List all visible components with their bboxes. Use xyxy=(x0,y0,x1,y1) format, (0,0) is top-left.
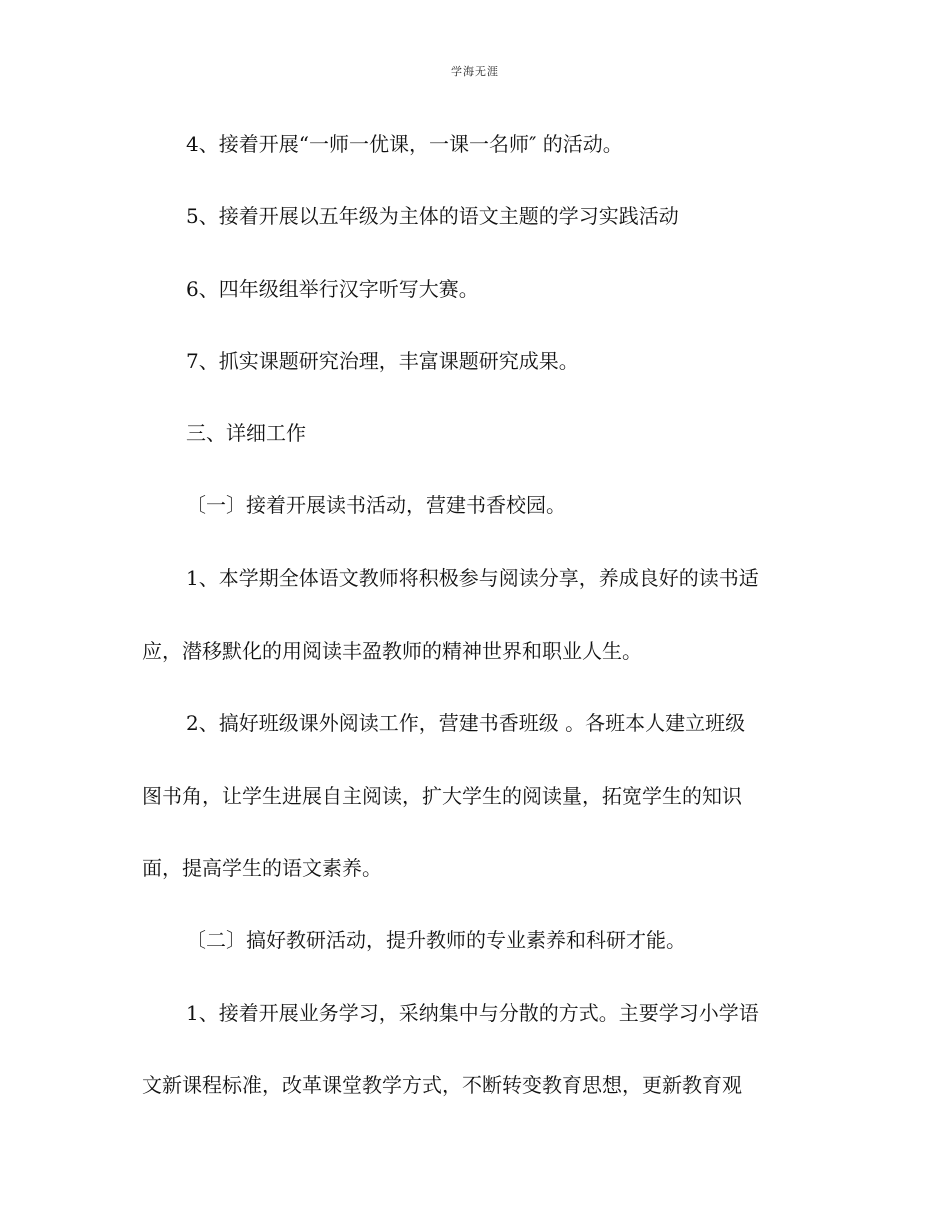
page-header: 学海无涯 xyxy=(451,65,499,78)
paragraph-line: 面，提高学生的语文素养。 xyxy=(142,856,382,880)
subsection-heading: 〔二〕搞好教研活动，提升教师的专业素养和科研才能。 xyxy=(186,928,686,952)
paragraph-line: 文新课程标准，改革课堂教学方式，不断转变教育思想，更新教育观 xyxy=(142,1073,742,1097)
paragraph-line: 4、接着开展“一师一优课，一课一名师″ 的活动。 xyxy=(186,132,623,156)
paragraph-line: 6、四年级组举行汉字听写大赛。 xyxy=(186,277,479,301)
paragraph-line: 2、搞好班级课外阅读工作，营建书香班级 。各班本人建立班级 xyxy=(186,711,746,735)
section-heading: 三、详细工作 xyxy=(186,421,306,445)
paragraph-line: 图书角，让学生进展自主阅读，扩大学生的阅读量，拓宽学生的知识 xyxy=(142,784,742,808)
paragraph-line: 应，潜移默化的用阅读丰盈教师的精神世界和职业人生。 xyxy=(142,639,642,663)
paragraph-line: 7、抓实课题研究治理，丰富课题研究成果。 xyxy=(186,349,579,373)
paragraph-line: 1、本学期全体语文教师将积极参与阅读分享，养成良好的读书适 xyxy=(186,566,759,590)
paragraph-line: 1、接着开展业务学习，采纳集中与分散的方式。主要学习小学语 xyxy=(186,1001,759,1025)
subsection-heading: 〔一〕接着开展读书活动，营建书香校园。 xyxy=(186,493,566,517)
paragraph-line: 5、接着开展以五年级为主体的语文主题的学习实践活动 xyxy=(186,204,679,228)
